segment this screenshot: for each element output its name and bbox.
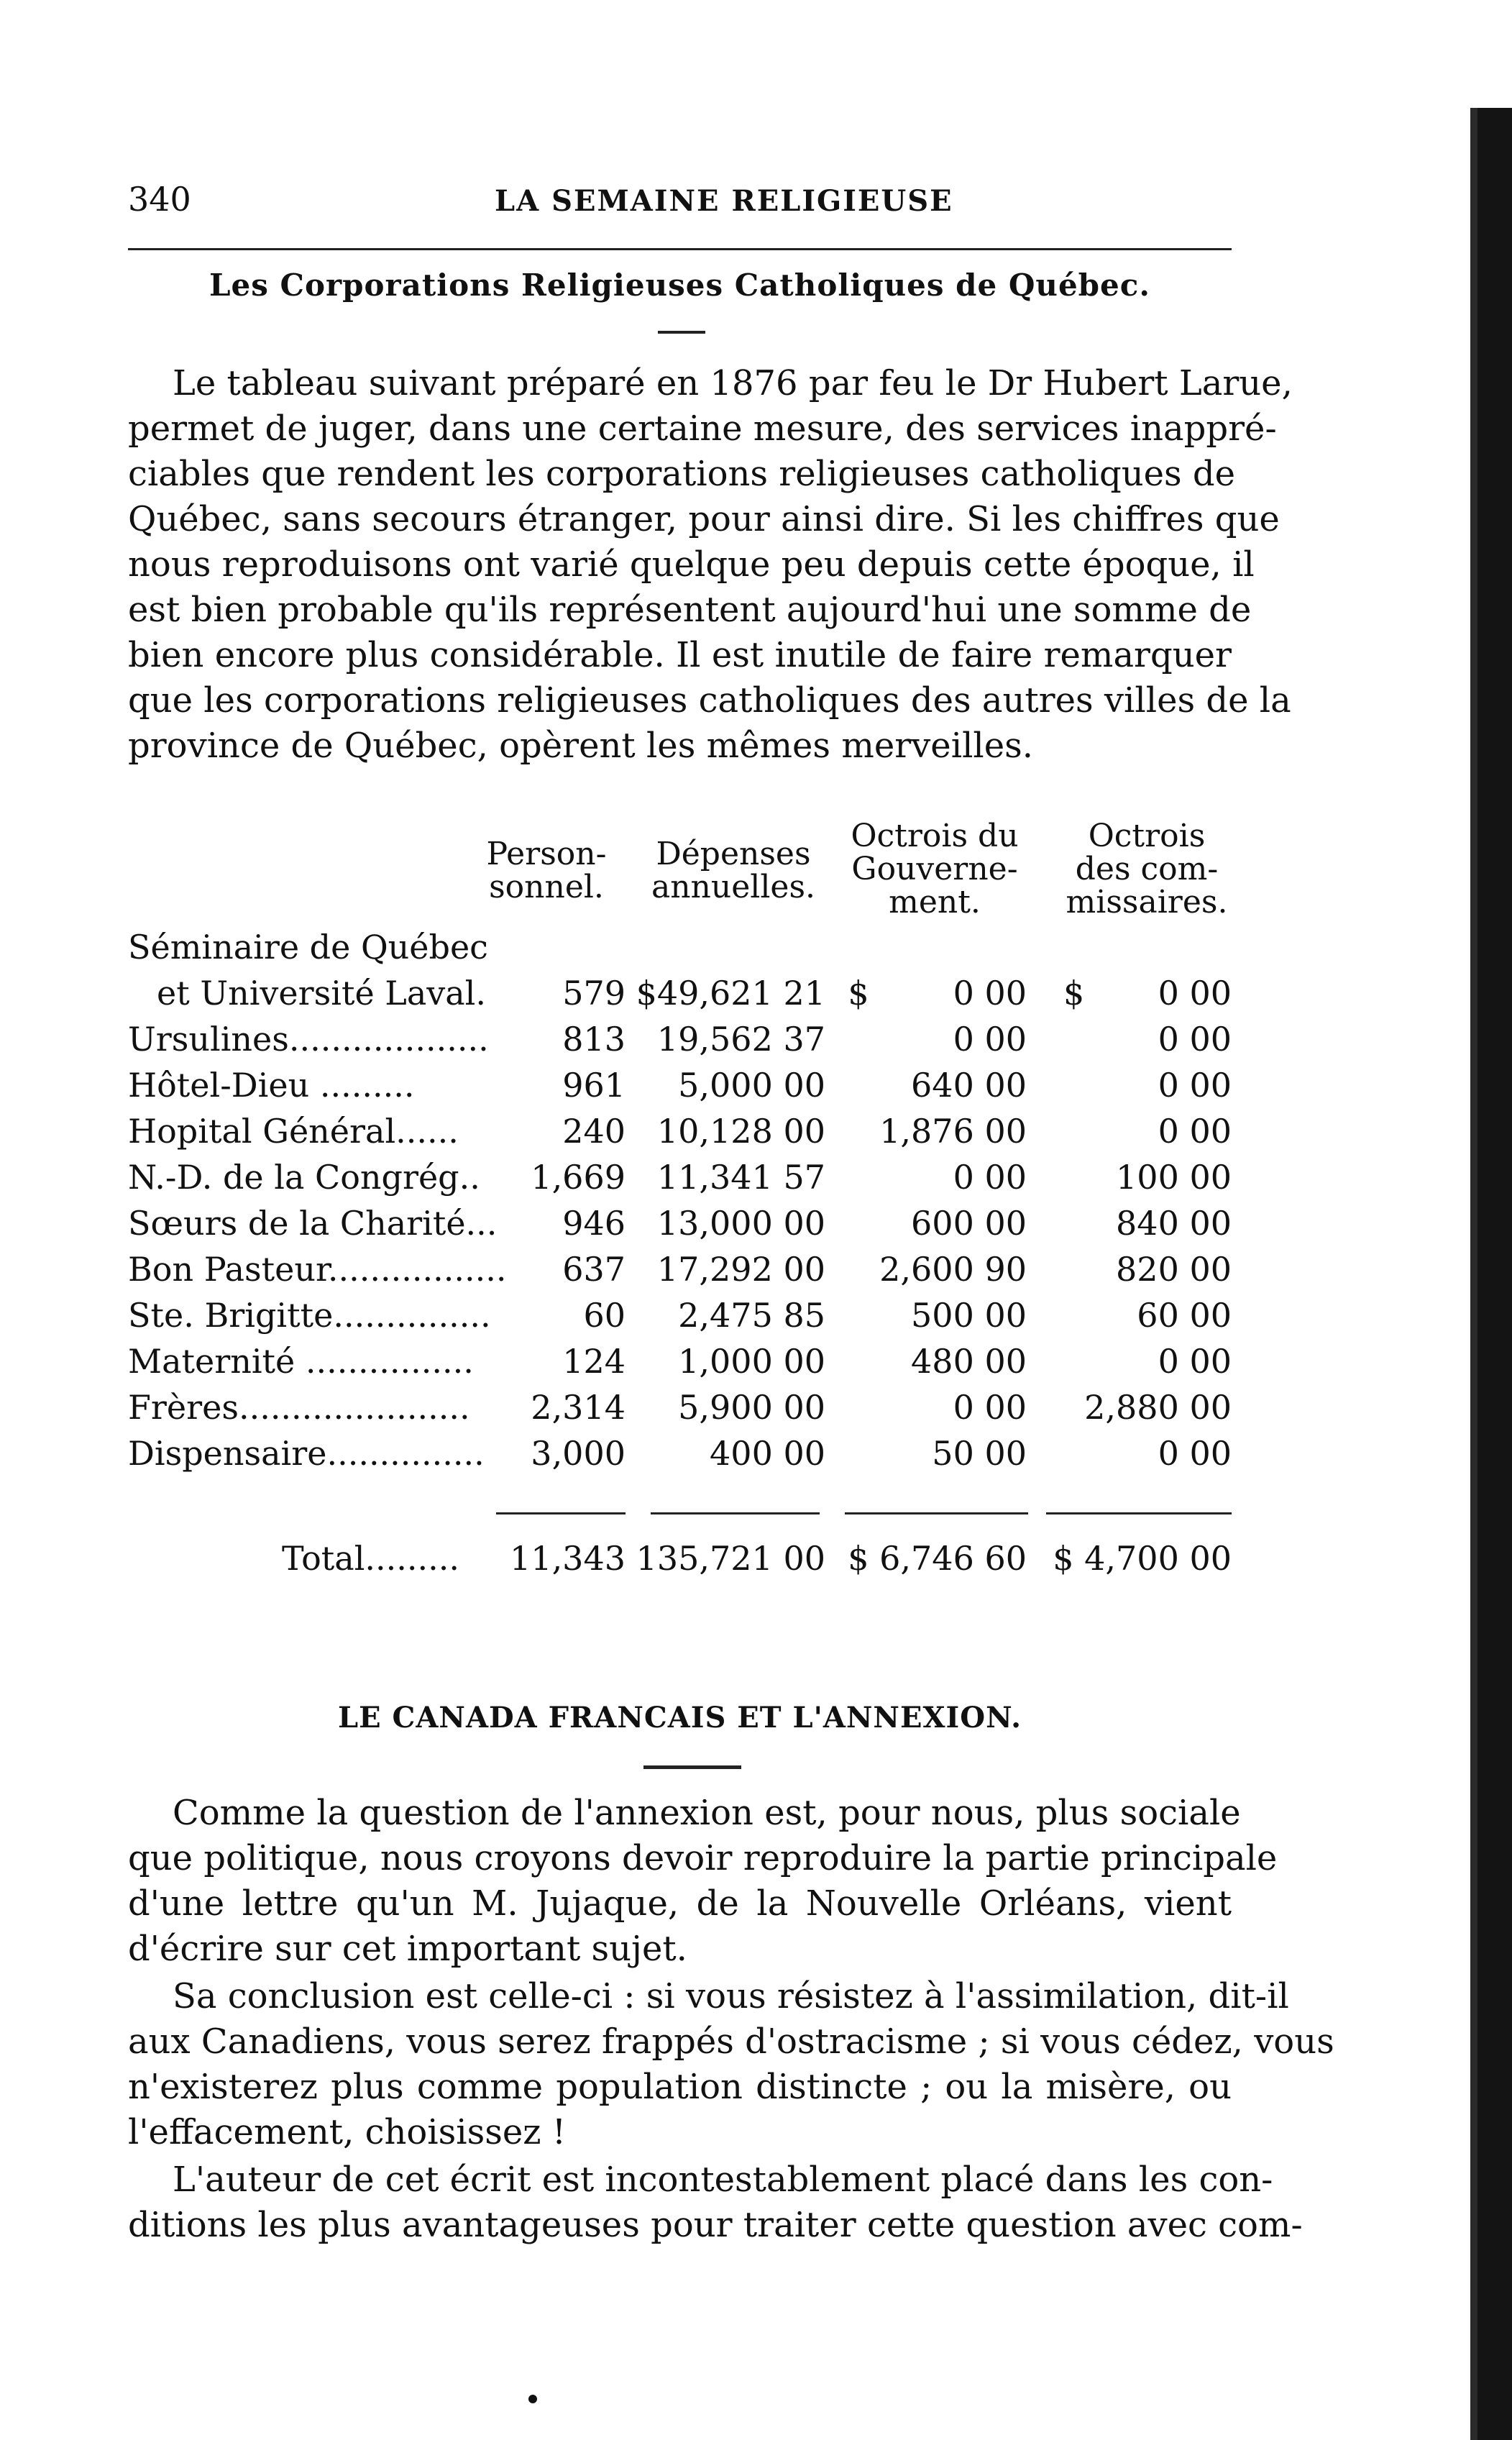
paragraph-line: L'auteur de cet écrit est incontestablement placé dans les con-	[173, 2160, 1273, 2200]
cell-comm: 840 00	[1116, 1204, 1232, 1243]
cell-gouv: $ 0 00	[848, 974, 1027, 1013]
paragraph-line: ditions les plus avantageuses pour traiter cette question avec com-	[128, 2205, 1303, 2245]
section-title-corporations: Les Corporations Religieuses Catholiques de Québec.	[209, 268, 1150, 303]
cell-comm: 2,880 00	[1084, 1388, 1232, 1427]
cell-depenses: 1,000 00	[678, 1342, 825, 1381]
cell-comm: 0 00	[1158, 1434, 1232, 1473]
total-gouvernement: $ 6,746 60	[848, 1539, 1027, 1578]
cell-gouv: 2,600 90	[879, 1250, 1027, 1289]
cell-depenses: 11,341 57	[656, 1158, 825, 1197]
cell-personnel: 961	[562, 1066, 626, 1105]
paragraph-line: nous reproduisons ont varié quelque peu depuis cette époque, il	[128, 544, 1255, 585]
cell-depenses: 2,475 85	[678, 1296, 825, 1335]
cell-comm: 820 00	[1116, 1250, 1232, 1289]
cell-personnel: 1,669	[531, 1158, 626, 1197]
paragraph-line: que politique, nous croyons devoir reproduire la partie principale	[128, 1838, 1278, 1878]
page-number: 340	[128, 180, 191, 219]
row-name: Maternité ................	[128, 1342, 474, 1381]
paragraph-line: n'existerez plus comme population distincte ; ou la misère, ou	[128, 2067, 1232, 2107]
paragraph-line: Le tableau suivant préparé en 1876 par feu le Dr Hubert Larue,	[173, 363, 1293, 403]
cell-gouv: 640 00	[911, 1066, 1027, 1105]
row-name: Dispensaire...............	[128, 1434, 485, 1473]
cell-depenses: 5,000 00	[678, 1066, 825, 1105]
cell-depenses: $49,621 21	[636, 974, 825, 1013]
row-name: et Université Laval.	[157, 974, 487, 1013]
col-header-commissaires: Octrois des com- missaires.	[1066, 818, 1228, 920]
total-personnel: 11,343	[510, 1539, 626, 1578]
intro-paragraph	[128, 361, 1293, 769]
cell-comm: 60 00	[1137, 1296, 1232, 1335]
paragraph-line: aux Canadiens, vous serez frappés d'ostracisme ; si vous cédez, vous	[128, 2021, 1334, 2062]
row-name: Hôtel-Dieu .........	[128, 1066, 415, 1105]
cell-comm: 100 00	[1116, 1158, 1232, 1197]
paragraph-line: Comme la question de l'annexion est, pour nous, plus sociale	[173, 1793, 1241, 1833]
paragraph-line: d'une lettre qu'un M. Jujaque, de la Nouvelle Orléans, vient	[128, 1883, 1232, 1924]
cell-gouv: 500 00	[911, 1296, 1027, 1335]
row-name: Ursulines...................	[128, 1020, 489, 1059]
cell-comm: 0 00	[1158, 1342, 1232, 1381]
cell-personnel: 579	[562, 974, 626, 1013]
cell-gouv: 0 00	[953, 1020, 1027, 1059]
cell-depenses: 13,000 00	[656, 1204, 825, 1243]
cell-personnel: 946	[562, 1204, 626, 1243]
scan-edge-shadow	[1477, 108, 1512, 2440]
cell-gouv: 1,876 00	[879, 1112, 1027, 1151]
col-header-depenses: Dépenses annuelles.	[651, 836, 816, 905]
cell-depenses: 17,292 00	[656, 1250, 825, 1289]
total-rule	[651, 1512, 820, 1514]
cell-personnel: 240	[562, 1112, 626, 1151]
cell-gouv: 50 00	[932, 1434, 1027, 1473]
cell-gouv: 480 00	[911, 1342, 1027, 1381]
cell-personnel: 813	[562, 1020, 626, 1059]
paragraph-line: bien encore plus considérable. Il est inutile de faire remarquer	[128, 635, 1232, 675]
col-header-personnel: Person- sonnel.	[486, 836, 607, 905]
row-name: N.-D. de la Congrég..	[128, 1158, 480, 1197]
section-title-annexion: LE CANADA FRANCAIS ET L'ANNEXION.	[337, 1701, 1022, 1735]
cell-comm: 0 00	[1158, 1066, 1232, 1105]
paragraph-line: permet de juger, dans une certaine mesure, des services inappré-	[128, 408, 1277, 449]
total-commissaires: $ 4,700 00	[1053, 1539, 1232, 1578]
cell-personnel: 2,314	[531, 1388, 626, 1427]
cell-depenses: 19,562 37	[656, 1020, 825, 1059]
paragraph-line: d'écrire sur cet important sujet.	[128, 1929, 687, 1969]
cell-comm: 0 00	[1158, 1020, 1232, 1059]
col-header-gouvernement: Octrois du Gouverne- ment.	[851, 818, 1019, 920]
total-rule	[845, 1512, 1028, 1514]
cell-comm: 0 00	[1158, 1112, 1232, 1151]
cell-gouv: 0 00	[953, 1388, 1027, 1427]
annexion-paragraph-1	[128, 1791, 1278, 1972]
row-name: Ste. Brigitte...............	[128, 1296, 491, 1335]
paragraph-line: est bien probable qu'ils représentent aujourd'hui une somme de	[128, 590, 1252, 630]
running-head	[128, 180, 1232, 230]
row-name: Sœurs de la Charité...	[128, 1204, 498, 1243]
paragraph-line: ciables que rendent les corporations religieuses catholiques de	[128, 454, 1236, 494]
scan-edge-shadow-inner	[1470, 108, 1477, 2440]
annexion-paragraph-2	[128, 1974, 1334, 2155]
cell-personnel: 60	[583, 1296, 626, 1335]
ink-speck	[528, 2395, 537, 2403]
paragraph-line: Sa conclusion est celle-ci : si vous résistez à l'assimilation, dit-il	[173, 1976, 1289, 2016]
row-name: Séminaire de Québec	[128, 928, 488, 967]
row-name: Hopital Général......	[128, 1112, 459, 1151]
total-depenses: 135,721 00	[636, 1539, 825, 1578]
title-rule	[643, 1765, 741, 1769]
paragraph-line: l'effacement, choisissez !	[128, 2112, 567, 2152]
cell-depenses: 10,128 00	[656, 1112, 825, 1151]
row-name: Bon Pasteur.................	[128, 1250, 507, 1289]
cell-personnel: 637	[562, 1250, 626, 1289]
paragraph-line: que les corporations religieuses catholiques des autres villes de la	[128, 680, 1291, 721]
cell-depenses: 5,900 00	[678, 1388, 825, 1427]
annexion-paragraph-3	[128, 2157, 1303, 2248]
paragraph-line: Québec, sans secours étranger, pour ainsi dire. Si les chiffres que	[128, 499, 1280, 539]
running-title: LA SEMAINE RELIGIEUSE	[495, 184, 953, 218]
cell-gouv: 0 00	[953, 1158, 1027, 1197]
cell-comm: $ 0 00	[1063, 974, 1232, 1013]
title-dash	[658, 331, 705, 334]
paragraph-line: province de Québec, opèrent les mêmes merveilles.	[128, 726, 1034, 766]
cell-personnel: 124	[562, 1342, 626, 1381]
header-rule	[128, 248, 1232, 250]
total-rule	[496, 1512, 626, 1514]
total-label: Total.........	[282, 1539, 460, 1578]
total-rule	[1046, 1512, 1232, 1514]
row-name: Frères......................	[128, 1388, 470, 1427]
cell-depenses: 400 00	[710, 1434, 825, 1473]
cell-personnel: 3,000	[531, 1434, 626, 1473]
cell-gouv: 600 00	[911, 1204, 1027, 1243]
